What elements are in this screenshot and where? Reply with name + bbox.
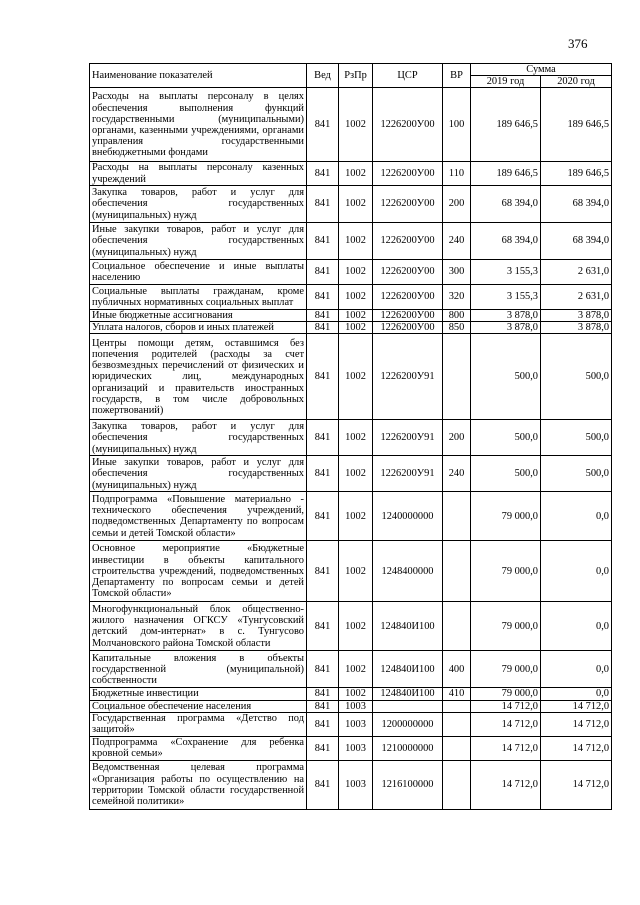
row-rzpr: 1003 xyxy=(339,760,373,809)
row-ved: 841 xyxy=(307,492,339,541)
row-name: Многофункциональный блок общественно-жилого назначения ОГКСУ «Тунгусовский детский дом-интернат» в с. Тунгусово Молчановского района Томской области xyxy=(90,602,307,651)
row-ved: 841 xyxy=(307,651,339,688)
row-rzpr: 1002 xyxy=(339,541,373,602)
row-csr: 1226200У00 xyxy=(373,185,443,222)
row-rzpr: 1002 xyxy=(339,334,373,420)
row-vr: 200 xyxy=(443,185,471,222)
row-vr xyxy=(443,334,471,420)
row-name: Бюджетные инвестиции xyxy=(90,688,307,700)
row-name: Социальное обеспечение и иные выплаты населению xyxy=(90,259,307,284)
row-name: Иные закупки товаров, работ и услуг для обеспечения государственных (муниципальных) нужд xyxy=(90,222,307,259)
row-name: Закупка товаров, работ и услуг для обеспечения государственных (муниципальных) нужд xyxy=(90,420,307,456)
row-csr: 1226200У91 xyxy=(373,334,443,420)
row-vr xyxy=(443,760,471,809)
row-csr: 1226200У00 xyxy=(373,322,443,334)
row-2020: 0,0 xyxy=(541,602,612,651)
row-ved: 841 xyxy=(307,185,339,222)
table-row xyxy=(90,492,612,541)
row-2019: 500,0 xyxy=(471,420,541,456)
row-csr: 1210000000 xyxy=(373,736,443,760)
table-body xyxy=(90,88,612,809)
row-vr: 850 xyxy=(443,322,471,334)
row-2019: 79 000,0 xyxy=(471,492,541,541)
row-2020: 14 712,0 xyxy=(541,712,612,736)
row-2020: 2 631,0 xyxy=(541,284,612,309)
row-rzpr: 1002 xyxy=(339,259,373,284)
row-vr xyxy=(443,700,471,712)
row-ved: 841 xyxy=(307,259,339,284)
table-row xyxy=(90,88,612,162)
header-2019: 2019 год xyxy=(471,76,541,88)
row-csr xyxy=(373,700,443,712)
row-vr: 240 xyxy=(443,456,471,492)
row-ved: 841 xyxy=(307,309,339,321)
row-csr: 1226200У00 xyxy=(373,88,443,162)
row-2020: 68 394,0 xyxy=(541,185,612,222)
row-csr: 1226200У00 xyxy=(373,222,443,259)
row-2019: 3 878,0 xyxy=(471,309,541,321)
row-csr: 124840И100 xyxy=(373,651,443,688)
row-name: Социальное обеспечение населения xyxy=(90,700,307,712)
row-2019: 79 000,0 xyxy=(471,541,541,602)
row-rzpr: 1002 xyxy=(339,309,373,321)
header-rzpr: РзПр xyxy=(339,64,373,88)
row-ved: 841 xyxy=(307,688,339,700)
table-row xyxy=(90,651,612,688)
row-rzpr: 1002 xyxy=(339,162,373,185)
row-2019: 3 155,3 xyxy=(471,284,541,309)
table-row xyxy=(90,222,612,259)
row-ved: 841 xyxy=(307,712,339,736)
table-row xyxy=(90,309,612,321)
row-2020: 14 712,0 xyxy=(541,760,612,809)
table-row xyxy=(90,760,612,809)
row-2019: 14 712,0 xyxy=(471,760,541,809)
row-2020: 0,0 xyxy=(541,541,612,602)
budget-table xyxy=(89,63,612,810)
row-rzpr: 1002 xyxy=(339,651,373,688)
row-ved: 841 xyxy=(307,334,339,420)
row-2019: 500,0 xyxy=(471,456,541,492)
row-csr: 1226200У00 xyxy=(373,284,443,309)
table-row xyxy=(90,259,612,284)
row-2020: 0,0 xyxy=(541,688,612,700)
header-2020: 2020 год xyxy=(541,76,612,88)
row-ved: 841 xyxy=(307,602,339,651)
row-csr: 1240000000 xyxy=(373,492,443,541)
row-vr: 100 xyxy=(443,88,471,162)
row-vr: 300 xyxy=(443,259,471,284)
row-2019: 68 394,0 xyxy=(471,222,541,259)
row-rzpr: 1003 xyxy=(339,700,373,712)
header-name: Наименование показателей xyxy=(90,64,307,88)
row-vr: 320 xyxy=(443,284,471,309)
table-row xyxy=(90,712,612,736)
row-ved: 841 xyxy=(307,222,339,259)
table-row xyxy=(90,284,612,309)
row-rzpr: 1002 xyxy=(339,492,373,541)
row-rzpr: 1003 xyxy=(339,712,373,736)
row-2020: 14 712,0 xyxy=(541,700,612,712)
row-2020: 0,0 xyxy=(541,492,612,541)
row-2019: 14 712,0 xyxy=(471,700,541,712)
row-csr: 1200000000 xyxy=(373,712,443,736)
row-2020: 500,0 xyxy=(541,420,612,456)
row-2020: 3 878,0 xyxy=(541,309,612,321)
row-ved: 841 xyxy=(307,162,339,185)
row-2019: 79 000,0 xyxy=(471,602,541,651)
row-2019: 79 000,0 xyxy=(471,688,541,700)
row-rzpr: 1002 xyxy=(339,602,373,651)
row-name: Государственная программа «Детство под защитой» xyxy=(90,712,307,736)
row-2019: 189 646,5 xyxy=(471,162,541,185)
row-2020: 0,0 xyxy=(541,651,612,688)
row-name: Закупка товаров, работ и услуг для обеспечения государственных (муниципальных) нужд xyxy=(90,185,307,222)
row-csr: 124840И100 xyxy=(373,602,443,651)
row-2019: 79 000,0 xyxy=(471,651,541,688)
row-name: Социальные выплаты гражданам, кроме публичных нормативных социальных выплат xyxy=(90,284,307,309)
row-vr xyxy=(443,736,471,760)
row-ved: 841 xyxy=(307,88,339,162)
row-2019: 14 712,0 xyxy=(471,712,541,736)
row-rzpr: 1002 xyxy=(339,222,373,259)
row-vr: 800 xyxy=(443,309,471,321)
row-rzpr: 1002 xyxy=(339,456,373,492)
row-csr: 1248400000 xyxy=(373,541,443,602)
row-2020: 189 646,5 xyxy=(541,88,612,162)
row-ved: 841 xyxy=(307,284,339,309)
row-rzpr: 1002 xyxy=(339,420,373,456)
table-row xyxy=(90,420,612,456)
row-rzpr: 1002 xyxy=(339,185,373,222)
row-rzpr: 1003 xyxy=(339,736,373,760)
row-csr: 1226200У00 xyxy=(373,259,443,284)
row-name: Ведомственная целевая программа «Организация работы по осуществлению на территории Томской области государственной семейной политики» xyxy=(90,760,307,809)
table-row xyxy=(90,334,612,420)
row-ved: 841 xyxy=(307,420,339,456)
row-csr: 1216100000 xyxy=(373,760,443,809)
row-2019: 68 394,0 xyxy=(471,185,541,222)
row-ved: 841 xyxy=(307,541,339,602)
row-csr: 1226200У91 xyxy=(373,420,443,456)
row-name: Капитальные вложения в объекты государственной (муниципальной) собственности xyxy=(90,651,307,688)
row-vr: 400 xyxy=(443,651,471,688)
row-name: Подпрограмма «Сохранение для ребенка кровной семьи» xyxy=(90,736,307,760)
row-rzpr: 1002 xyxy=(339,688,373,700)
row-vr: 410 xyxy=(443,688,471,700)
row-name: Подпрограмма «Повышение материально - технического обеспечения учреждений, подведомственных Департаменту по вопросам семьи и детей Томской области» xyxy=(90,492,307,541)
table-row xyxy=(90,322,612,334)
row-name: Расходы на выплаты персоналу казенных учреждений xyxy=(90,162,307,185)
row-csr: 124840И100 xyxy=(373,688,443,700)
table-row xyxy=(90,700,612,712)
table-row xyxy=(90,162,612,185)
row-2020: 500,0 xyxy=(541,456,612,492)
header-vr: ВР xyxy=(443,64,471,88)
row-vr: 110 xyxy=(443,162,471,185)
row-ved: 841 xyxy=(307,700,339,712)
row-vr xyxy=(443,541,471,602)
row-name: Уплата налогов, сборов и иных платежей xyxy=(90,322,307,334)
row-rzpr: 1002 xyxy=(339,88,373,162)
row-2019: 3 155,3 xyxy=(471,259,541,284)
row-name: Иные бюджетные ассигнования xyxy=(90,309,307,321)
row-rzpr: 1002 xyxy=(339,284,373,309)
row-2020: 500,0 xyxy=(541,334,612,420)
row-vr xyxy=(443,712,471,736)
row-name: Основное мероприятие «Бюджетные инвестиции в объекты капитального строительства учреждений, подведомственных Департаменту по вопросам семьи и детей Томской области» xyxy=(90,541,307,602)
header-row xyxy=(90,64,612,76)
row-2020: 68 394,0 xyxy=(541,222,612,259)
row-2019: 189 646,5 xyxy=(471,88,541,162)
table-row xyxy=(90,541,612,602)
row-vr xyxy=(443,492,471,541)
row-2019: 3 878,0 xyxy=(471,322,541,334)
row-csr: 1226200У91 xyxy=(373,456,443,492)
row-name: Иные закупки товаров, работ и услуг для обеспечения государственных (муниципальных) нужд xyxy=(90,456,307,492)
header-csr: ЦСР xyxy=(373,64,443,88)
table-row xyxy=(90,602,612,651)
row-ved: 841 xyxy=(307,322,339,334)
row-vr: 240 xyxy=(443,222,471,259)
row-2020: 2 631,0 xyxy=(541,259,612,284)
page-number: 376 xyxy=(568,36,588,51)
row-2020: 14 712,0 xyxy=(541,736,612,760)
header-ved: Вед xyxy=(307,64,339,88)
table-row xyxy=(90,185,612,222)
row-2020: 189 646,5 xyxy=(541,162,612,185)
row-vr: 200 xyxy=(443,420,471,456)
table-row xyxy=(90,688,612,700)
row-2019: 500,0 xyxy=(471,334,541,420)
row-vr xyxy=(443,602,471,651)
table-row xyxy=(90,456,612,492)
row-2020: 3 878,0 xyxy=(541,322,612,334)
row-rzpr: 1002 xyxy=(339,322,373,334)
row-name: Расходы на выплаты персоналу в целях обеспечения выполнения функций государственными (муниципальными) органами, казенными учреждениями, органами управления государственными внебюджетными фондами xyxy=(90,88,307,162)
table-row xyxy=(90,736,612,760)
row-ved: 841 xyxy=(307,456,339,492)
row-2019: 14 712,0 xyxy=(471,736,541,760)
row-name: Центры помощи детям, оставшимся без попечения родителей (расходы за счет безвозмездных перечислений от физических и юридических лиц, международных организаций и правительств иностранных государств, в том числе добровольных пожертвований) xyxy=(90,334,307,420)
header-sum: Сумма xyxy=(471,64,612,76)
row-ved: 841 xyxy=(307,760,339,809)
row-csr: 1226200У00 xyxy=(373,162,443,185)
row-csr: 1226200У00 xyxy=(373,309,443,321)
row-ved: 841 xyxy=(307,736,339,760)
